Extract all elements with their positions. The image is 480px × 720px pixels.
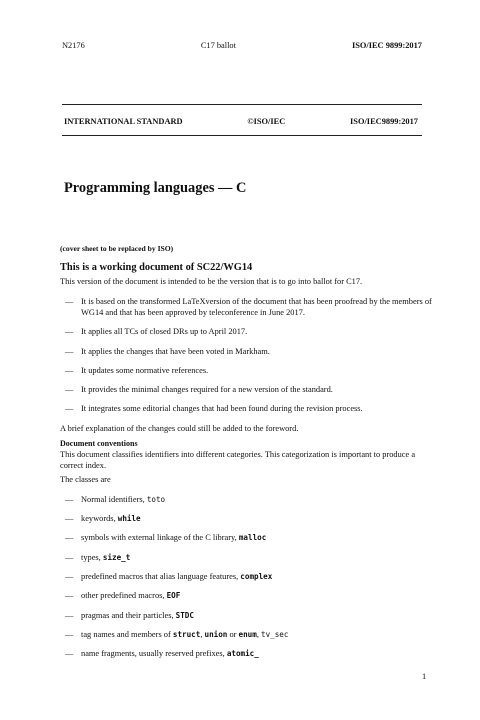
doc-number: N2176 <box>62 41 85 50</box>
code-identifier: atomic_ <box>226 649 259 659</box>
class-item <box>60 648 432 659</box>
code-identifier: struct <box>172 629 201 639</box>
main-body <box>60 261 432 667</box>
class-item <box>60 532 432 543</box>
document-title: Programming languages — C <box>64 180 247 196</box>
change-item: — It provides the minimal changes required for a new version of the standard. <box>60 384 432 395</box>
foreword-note: A brief explanation of the changes could still be added to the foreword. <box>60 423 299 433</box>
conventions-heading: Document conventions <box>60 438 138 448</box>
change-item: — It integrates some editorial changes that had been found during the revision process. <box>60 403 432 414</box>
change-list <box>60 296 432 414</box>
class-description: name fragments, usually reserved prefixes, <box>81 649 227 659</box>
class-item <box>60 552 432 563</box>
standard-type: INTERNATIONAL STANDARD <box>64 117 183 126</box>
class-description: symbols with external linkage of the C library, <box>81 533 239 543</box>
running-header <box>62 41 422 50</box>
code-identifier: tv_sec <box>261 629 289 639</box>
conventions-text: This document classifies identifiers into different categories. This categorization is important to produce a correct index. <box>60 449 416 470</box>
code-identifier: union <box>204 629 228 639</box>
class-list <box>60 494 432 659</box>
code-joiner: , <box>200 629 205 639</box>
code-joiner: or <box>227 629 239 639</box>
bottom-rule <box>62 135 422 136</box>
page-number: 1 <box>422 672 427 681</box>
class-description: types, <box>81 552 103 562</box>
top-rule <box>62 104 422 105</box>
class-description: other predefined macros, <box>81 591 167 601</box>
ballot-label: C17 ballot <box>200 41 236 50</box>
class-item <box>60 590 432 601</box>
code-identifier: size_t <box>102 552 131 562</box>
cover-note: (cover sheet to be replaced by ISO) <box>60 244 174 253</box>
code-identifier: toto <box>146 494 166 504</box>
class-item <box>60 513 432 524</box>
change-item: — It applies the changes that have been voted in Markham. <box>60 346 432 357</box>
standard-id: ISO/IEC 9899:2017 <box>351 41 422 50</box>
standard-number: ISO/IEC9899:2017 <box>350 117 418 126</box>
class-description: keywords, <box>81 514 118 524</box>
code-identifier: while <box>117 514 141 524</box>
code-identifier: malloc <box>238 533 267 543</box>
change-item: — It is based on the transformed LaTeXversion of the document that has been proofread by the members of WG14 and that has been approved by teleconference in June 2017. <box>60 296 432 318</box>
change-item: — It updates some normative references. <box>60 365 432 376</box>
code-identifier: complex <box>240 571 273 581</box>
change-item: — It applies all TCs of closed DRs up to April 2017. <box>60 326 432 337</box>
code-identifier: STDC <box>175 610 194 620</box>
code-identifier: EOF <box>166 591 181 601</box>
class-description: tag names and members of <box>81 629 173 639</box>
classes-intro: The classes are <box>60 474 111 484</box>
working-document-intro: This version of the document is intended to be the version that is to go into ballot for C17. <box>60 277 363 286</box>
working-document-heading: This is a working document of SC22/WG14 <box>60 262 253 273</box>
code-identifier: enum <box>238 629 257 639</box>
copyright-label: ©ISO/IEC <box>247 117 286 126</box>
class-description: predefined macros that alias language features, <box>81 571 241 581</box>
standard-line <box>64 117 418 126</box>
class-description: pragmas and their particles, <box>81 610 176 620</box>
code-joiner: , <box>256 629 262 639</box>
class-item <box>60 629 432 640</box>
class-description: Normal identifiers, <box>81 494 147 504</box>
class-item <box>60 610 432 621</box>
class-item <box>60 494 432 505</box>
class-item <box>60 571 432 582</box>
